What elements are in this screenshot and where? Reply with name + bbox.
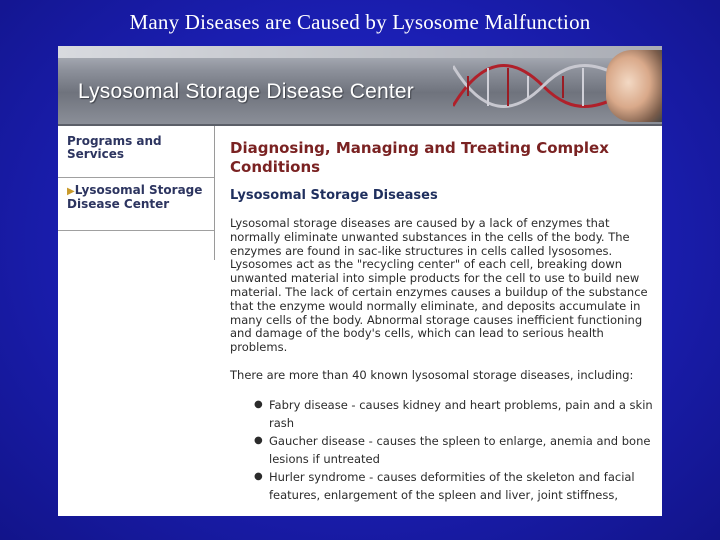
disease-text: Fabry disease - causes kidney and heart problems, pain and a skin rash bbox=[269, 397, 653, 430]
bullet-icon: ● bbox=[254, 398, 263, 410]
slide-title: Many Diseases are Caused by Lysosome Malfunction bbox=[129, 10, 591, 34]
disease-text: Hurler syndrome - causes deformities of the skeleton and facial features, enlargement of the spleen and liver, joint stiffness, bbox=[269, 469, 635, 502]
main-content bbox=[230, 139, 656, 504]
sidebar-item-label: Programs and Services bbox=[67, 134, 162, 161]
page-heading: Diagnosing, Managing and Treating Complex Conditions bbox=[230, 139, 609, 176]
disease-text: Gaucher disease - causes the spleen to enlarge, anemia and bone lesions if untreated bbox=[269, 433, 651, 466]
child-photo bbox=[606, 50, 662, 122]
list-intro: There are more than 40 known lysosomal storage diseases, including: bbox=[230, 367, 634, 382]
list-item bbox=[254, 432, 656, 468]
disease-list bbox=[230, 396, 656, 504]
site-title: Lysosomal Storage Disease Center bbox=[78, 80, 414, 103]
webpage-screenshot bbox=[58, 46, 662, 516]
section-heading: Lysosomal Storage Diseases bbox=[230, 188, 438, 203]
list-item bbox=[254, 396, 656, 432]
list-item bbox=[254, 468, 656, 504]
sidebar-item-label: Lysosomal Storage Disease Center bbox=[67, 183, 203, 211]
body-paragraph: Lysosomal storage diseases are caused by a lack of enzymes that normally eliminate unwanted substances in the cells of the body. The enzymes are found in sac-like structures in cells called lysosomes. Lysosomes act as the "recycling center" of each cell, breaking down unwanted material into simple products for the cell to use to build new material. The lack of certain enzymes causes a buildup of the substance that the enzyme would normally eliminate, and deposits accumulate in many cells of the body. Abnormal storage causes inefficient functioning and damage of the body's cells, which can lead to serious health problems. bbox=[230, 216, 648, 355]
sidebar-item-programs-and-services[interactable] bbox=[58, 126, 214, 178]
arrow-right-icon: ▶ bbox=[67, 186, 75, 197]
site-banner bbox=[58, 46, 662, 126]
sidebar-nav bbox=[58, 126, 215, 260]
bullet-icon: ● bbox=[254, 434, 263, 446]
sidebar-empty-cell bbox=[58, 231, 214, 261]
bullet-icon: ● bbox=[254, 470, 263, 482]
sidebar-item-lysosomal-storage-disease-center[interactable] bbox=[58, 178, 214, 231]
